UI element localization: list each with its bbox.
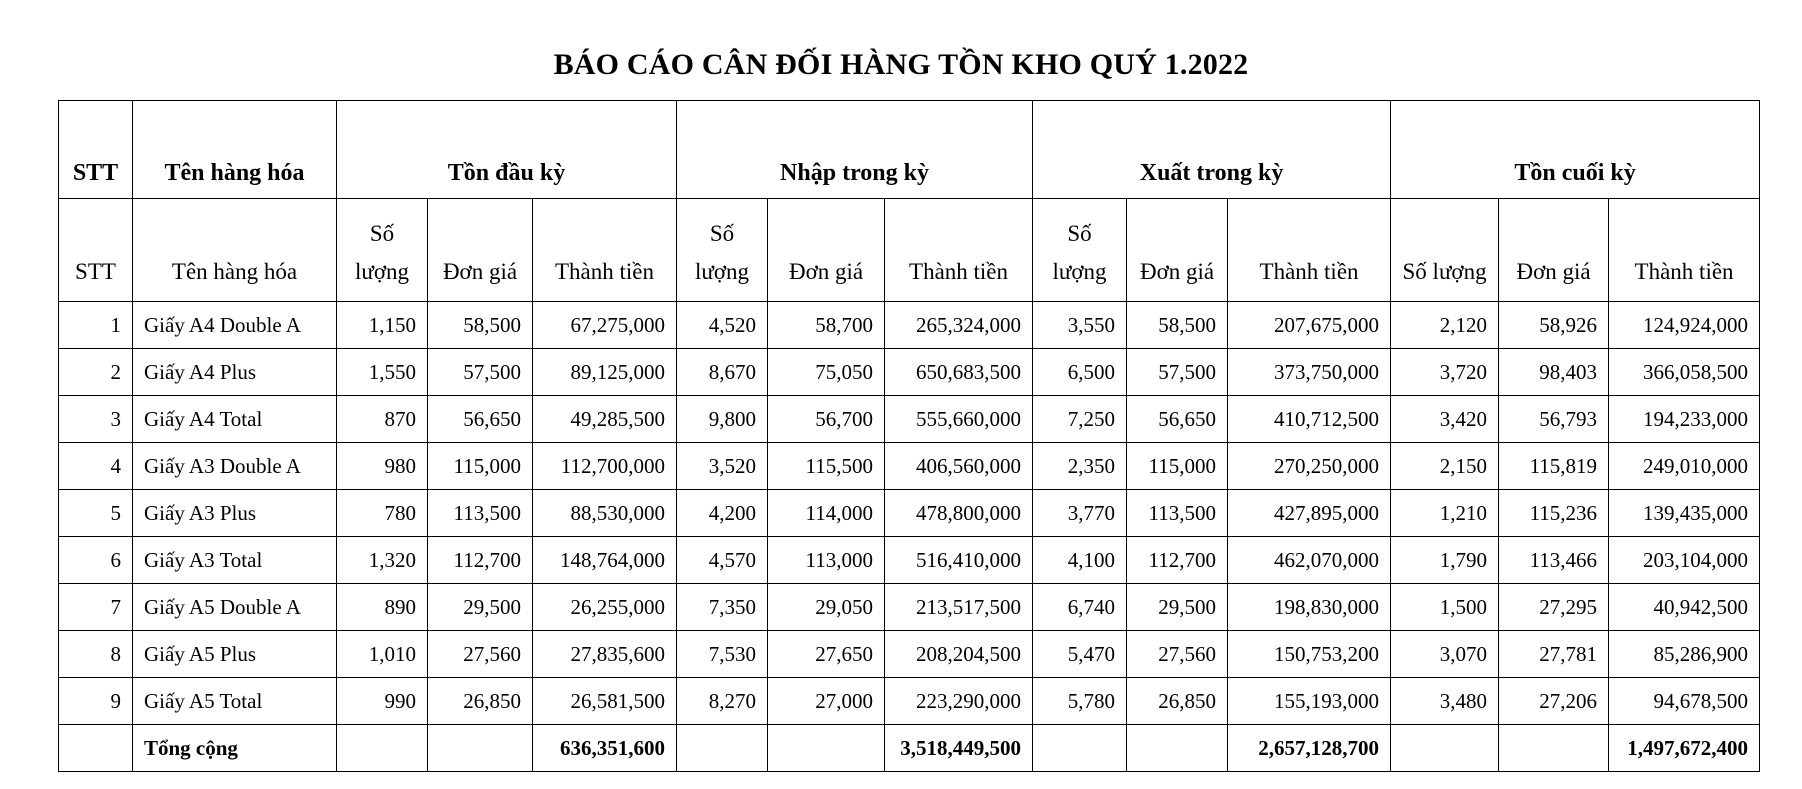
total-stt-cell (59, 725, 133, 772)
sub-thanh-tien-header: Thành tiền (1228, 199, 1391, 302)
ton-cuoi-thanh-tien: 366,058,500 (1609, 349, 1760, 396)
ton-dau-thanh-tien: 112,700,000 (533, 443, 677, 490)
nhap-don-gia: 114,000 (768, 490, 885, 537)
nhap-thanh-tien: 478,800,000 (885, 490, 1033, 537)
xuat-so-luong: 3,550 (1033, 302, 1127, 349)
ton-dau-don-gia: 27,560 (428, 631, 533, 678)
ton-cuoi-so-luong: 3,070 (1391, 631, 1499, 678)
stt-cell: 7 (59, 584, 133, 631)
header-row-groups (59, 101, 1760, 199)
table-row (59, 678, 1760, 725)
xuat-thanh-tien: 207,675,000 (1228, 302, 1391, 349)
xuat-so-luong: 2,350 (1033, 443, 1127, 490)
xuat-don-gia: 113,500 (1127, 490, 1228, 537)
ton-cuoi-thanh-tien: 40,942,500 (1609, 584, 1760, 631)
ton-dau-so-luong: 1,010 (337, 631, 428, 678)
ton-cuoi-so-luong: 3,420 (1391, 396, 1499, 443)
ton-cuoi-so-luong: 2,150 (1391, 443, 1499, 490)
sub-don-gia-header: Đơn giá (1127, 199, 1228, 302)
ton-dau-so-luong: 870 (337, 396, 428, 443)
ton-dau-don-gia: 26,850 (428, 678, 533, 725)
xuat-don-gia: 27,560 (1127, 631, 1228, 678)
ton-dau-so-luong: 980 (337, 443, 428, 490)
ton-cuoi-so-luong: 3,480 (1391, 678, 1499, 725)
ton-dau-don-gia: 113,500 (428, 490, 533, 537)
nhap-thanh-tien: 213,517,500 (885, 584, 1033, 631)
ton-dau-thanh-tien: 148,764,000 (533, 537, 677, 584)
total-ton-cuoi-thanh-tien: 1,497,672,400 (1609, 725, 1760, 772)
nhap-don-gia: 27,000 (768, 678, 885, 725)
sub-name-header: Tên hàng hóa (133, 199, 337, 302)
empty-cell (428, 725, 533, 772)
ton-cuoi-thanh-tien: 124,924,000 (1609, 302, 1760, 349)
ton-dau-so-luong: 780 (337, 490, 428, 537)
table-row (59, 537, 1760, 584)
nhap-so-luong: 7,530 (677, 631, 768, 678)
name-cell: Giấy A4 Total (133, 396, 337, 443)
xuat-so-luong: 5,780 (1033, 678, 1127, 725)
sub-don-gia-header: Đơn giá (428, 199, 533, 302)
ton-cuoi-don-gia: 56,793 (1499, 396, 1609, 443)
empty-cell (1033, 725, 1127, 772)
table-row (59, 631, 1760, 678)
empty-cell (337, 725, 428, 772)
ton-dau-so-luong: 1,150 (337, 302, 428, 349)
ton-dau-thanh-tien: 26,255,000 (533, 584, 677, 631)
ton-dau-thanh-tien: 27,835,600 (533, 631, 677, 678)
name-cell: Giấy A3 Double A (133, 443, 337, 490)
empty-cell (768, 725, 885, 772)
table-row (59, 443, 1760, 490)
xuat-thanh-tien: 373,750,000 (1228, 349, 1391, 396)
nhap-thanh-tien: 406,560,000 (885, 443, 1033, 490)
nhap-so-luong: 4,520 (677, 302, 768, 349)
col-stt-header: STT (59, 101, 133, 199)
ton-dau-thanh-tien: 89,125,000 (533, 349, 677, 396)
sub-so-luong-header: Số lượng (337, 199, 428, 302)
nhap-don-gia: 56,700 (768, 396, 885, 443)
ton-dau-don-gia: 29,500 (428, 584, 533, 631)
ton-dau-so-luong: 1,550 (337, 349, 428, 396)
inventory-table (58, 100, 1760, 772)
name-cell: Giấy A5 Total (133, 678, 337, 725)
ton-dau-thanh-tien: 49,285,500 (533, 396, 677, 443)
table-row (59, 396, 1760, 443)
xuat-so-luong: 4,100 (1033, 537, 1127, 584)
xuat-don-gia: 58,500 (1127, 302, 1228, 349)
ton-dau-don-gia: 112,700 (428, 537, 533, 584)
stt-cell: 4 (59, 443, 133, 490)
xuat-thanh-tien: 427,895,000 (1228, 490, 1391, 537)
sub-so-luong-header: Số lượng (677, 199, 768, 302)
nhap-thanh-tien: 516,410,000 (885, 537, 1033, 584)
name-cell: Giấy A5 Plus (133, 631, 337, 678)
nhap-thanh-tien: 265,324,000 (885, 302, 1033, 349)
xuat-don-gia: 29,500 (1127, 584, 1228, 631)
ton-dau-don-gia: 56,650 (428, 396, 533, 443)
stt-cell: 8 (59, 631, 133, 678)
nhap-so-luong: 8,270 (677, 678, 768, 725)
ton-cuoi-don-gia: 27,781 (1499, 631, 1609, 678)
nhap-don-gia: 115,500 (768, 443, 885, 490)
xuat-thanh-tien: 198,830,000 (1228, 584, 1391, 631)
nhap-so-luong: 8,670 (677, 349, 768, 396)
ton-cuoi-thanh-tien: 249,010,000 (1609, 443, 1760, 490)
xuat-so-luong: 3,770 (1033, 490, 1127, 537)
nhap-thanh-tien: 555,660,000 (885, 396, 1033, 443)
ton-cuoi-thanh-tien: 94,678,500 (1609, 678, 1760, 725)
ton-dau-don-gia: 57,500 (428, 349, 533, 396)
ton-cuoi-thanh-tien: 194,233,000 (1609, 396, 1760, 443)
header-row-sub (59, 199, 1760, 302)
xuat-so-luong: 5,470 (1033, 631, 1127, 678)
sub-so-luong-header: Số lượng (1033, 199, 1127, 302)
stt-cell: 2 (59, 349, 133, 396)
name-cell: Giấy A3 Plus (133, 490, 337, 537)
xuat-don-gia: 26,850 (1127, 678, 1228, 725)
ton-dau-thanh-tien: 67,275,000 (533, 302, 677, 349)
name-cell: Giấy A5 Double A (133, 584, 337, 631)
name-cell: Giấy A4 Double A (133, 302, 337, 349)
xuat-so-luong: 6,500 (1033, 349, 1127, 396)
ton-cuoi-don-gia: 115,236 (1499, 490, 1609, 537)
col-name-header: Tên hàng hóa (133, 101, 337, 199)
ton-cuoi-so-luong: 3,720 (1391, 349, 1499, 396)
sub-thanh-tien-header: Thành tiền (885, 199, 1033, 302)
xuat-don-gia: 115,000 (1127, 443, 1228, 490)
stt-cell: 5 (59, 490, 133, 537)
nhap-thanh-tien: 650,683,500 (885, 349, 1033, 396)
stt-cell: 3 (59, 396, 133, 443)
nhap-don-gia: 58,700 (768, 302, 885, 349)
nhap-so-luong: 4,200 (677, 490, 768, 537)
ton-dau-so-luong: 990 (337, 678, 428, 725)
nhap-so-luong: 9,800 (677, 396, 768, 443)
group-nhap-trong-ky: Nhập trong kỳ (677, 101, 1033, 199)
ton-cuoi-don-gia: 113,466 (1499, 537, 1609, 584)
ton-cuoi-don-gia: 98,403 (1499, 349, 1609, 396)
xuat-thanh-tien: 410,712,500 (1228, 396, 1391, 443)
empty-cell (1499, 725, 1609, 772)
xuat-thanh-tien: 462,070,000 (1228, 537, 1391, 584)
nhap-so-luong: 3,520 (677, 443, 768, 490)
ton-dau-don-gia: 58,500 (428, 302, 533, 349)
ton-cuoi-thanh-tien: 85,286,900 (1609, 631, 1760, 678)
total-xuat-thanh-tien: 2,657,128,700 (1228, 725, 1391, 772)
group-xuat-trong-ky: Xuất trong kỳ (1033, 101, 1391, 199)
report-title: BÁO CÁO CÂN ĐỐI HÀNG TỒN KHO QUÝ 1.2022 (553, 48, 1249, 81)
sub-thanh-tien-header: Thành tiền (1609, 199, 1760, 302)
empty-cell (1127, 725, 1228, 772)
table-row (59, 302, 1760, 349)
ton-dau-thanh-tien: 88,530,000 (533, 490, 677, 537)
xuat-thanh-tien: 155,193,000 (1228, 678, 1391, 725)
sub-don-gia-header: Đơn giá (1499, 199, 1609, 302)
nhap-so-luong: 4,570 (677, 537, 768, 584)
ton-cuoi-don-gia: 27,295 (1499, 584, 1609, 631)
group-ton-dau-ky: Tồn đầu kỳ (337, 101, 677, 199)
sub-stt-header: STT (59, 199, 133, 302)
ton-cuoi-don-gia: 27,206 (1499, 678, 1609, 725)
table-row (59, 349, 1760, 396)
total-label: Tổng cộng (133, 725, 337, 772)
stt-cell: 6 (59, 537, 133, 584)
ton-cuoi-don-gia: 115,819 (1499, 443, 1609, 490)
xuat-thanh-tien: 270,250,000 (1228, 443, 1391, 490)
ton-cuoi-so-luong: 1,790 (1391, 537, 1499, 584)
empty-cell (677, 725, 768, 772)
ton-dau-so-luong: 1,320 (337, 537, 428, 584)
sub-thanh-tien-header: Thành tiền (533, 199, 677, 302)
stt-cell: 1 (59, 302, 133, 349)
sub-don-gia-header: Đơn giá (768, 199, 885, 302)
xuat-so-luong: 6,740 (1033, 584, 1127, 631)
group-ton-cuoi-ky: Tồn cuối kỳ (1391, 101, 1760, 199)
empty-cell (1391, 725, 1499, 772)
xuat-don-gia: 56,650 (1127, 396, 1228, 443)
nhap-thanh-tien: 208,204,500 (885, 631, 1033, 678)
sub-so-luong-header: Số lượng (1391, 199, 1499, 302)
ton-dau-don-gia: 115,000 (428, 443, 533, 490)
ton-cuoi-so-luong: 1,210 (1391, 490, 1499, 537)
total-row (59, 725, 1760, 772)
table-row (59, 584, 1760, 631)
ton-cuoi-thanh-tien: 139,435,000 (1609, 490, 1760, 537)
nhap-don-gia: 27,650 (768, 631, 885, 678)
nhap-so-luong: 7,350 (677, 584, 768, 631)
ton-cuoi-thanh-tien: 203,104,000 (1609, 537, 1760, 584)
xuat-thanh-tien: 150,753,200 (1228, 631, 1391, 678)
ton-cuoi-so-luong: 2,120 (1391, 302, 1499, 349)
ton-cuoi-don-gia: 58,926 (1499, 302, 1609, 349)
total-ton-dau-thanh-tien: 636,351,600 (533, 725, 677, 772)
nhap-don-gia: 29,050 (768, 584, 885, 631)
table-body (59, 302, 1760, 725)
ton-dau-thanh-tien: 26,581,500 (533, 678, 677, 725)
total-nhap-thanh-tien: 3,518,449,500 (885, 725, 1033, 772)
xuat-so-luong: 7,250 (1033, 396, 1127, 443)
nhap-don-gia: 113,000 (768, 537, 885, 584)
name-cell: Giấy A4 Plus (133, 349, 337, 396)
ton-cuoi-so-luong: 1,500 (1391, 584, 1499, 631)
table-row (59, 490, 1760, 537)
nhap-don-gia: 75,050 (768, 349, 885, 396)
stt-cell: 9 (59, 678, 133, 725)
nhap-thanh-tien: 223,290,000 (885, 678, 1033, 725)
name-cell: Giấy A3 Total (133, 537, 337, 584)
ton-dau-so-luong: 890 (337, 584, 428, 631)
xuat-don-gia: 57,500 (1127, 349, 1228, 396)
xuat-don-gia: 112,700 (1127, 537, 1228, 584)
